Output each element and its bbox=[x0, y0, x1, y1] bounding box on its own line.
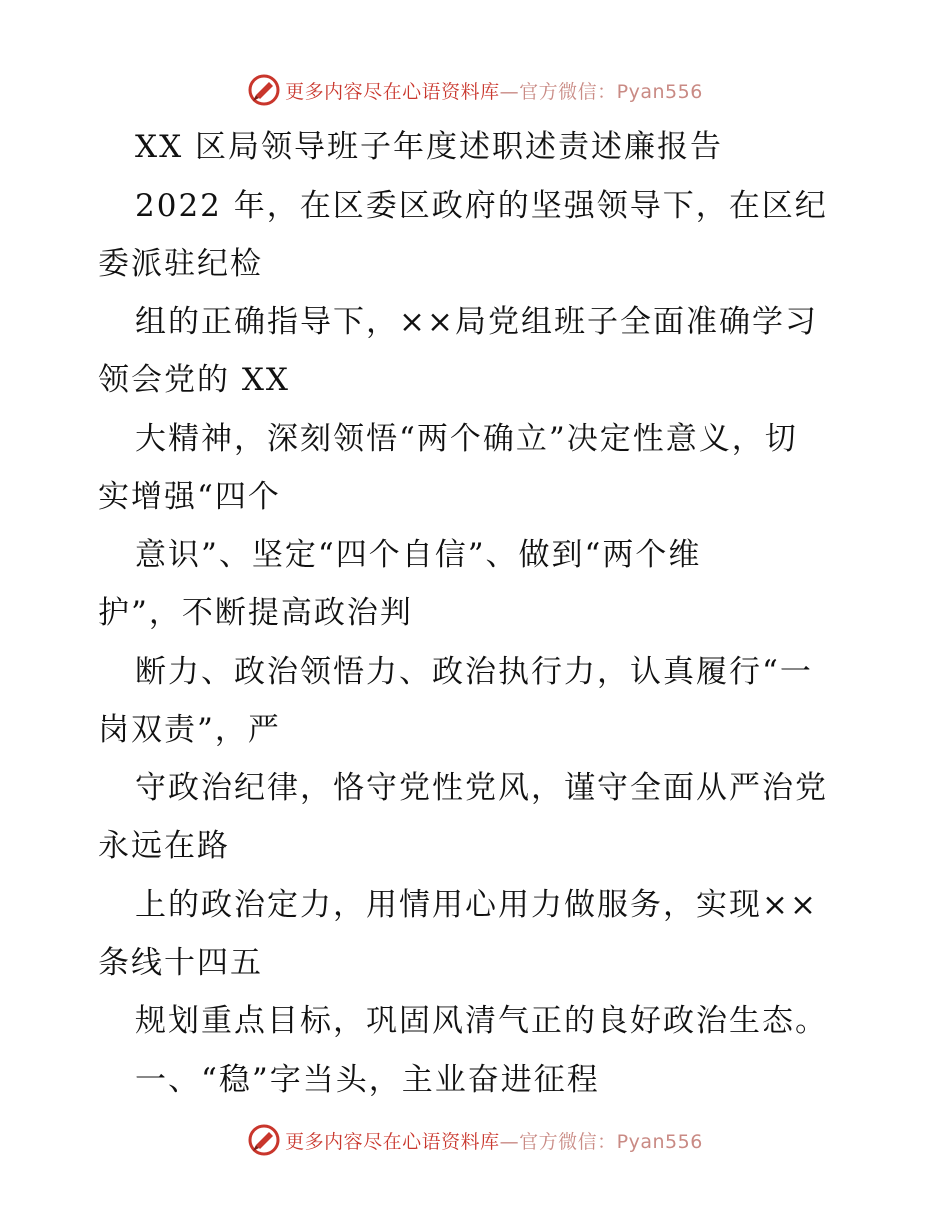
brand-logo-icon bbox=[247, 1123, 281, 1157]
header-banner-text bbox=[285, 77, 703, 104]
document-line: 实增强“四个 bbox=[98, 479, 281, 515]
footer-banner bbox=[0, 1120, 950, 1160]
header-banner bbox=[0, 70, 950, 110]
document-line: 组的正确指导下，××局党组班子全面准确学习 bbox=[135, 304, 818, 340]
document-line: 上的政治定力，用情用心用力做服务，实现×× bbox=[135, 887, 818, 923]
document-line: 永远在路 bbox=[98, 828, 230, 864]
document-line: 岗双责”，严 bbox=[98, 712, 281, 748]
document-line: 大精神，深刻领悟“两个确立”决定性意义，切 bbox=[135, 421, 798, 457]
header-banner-suffix: —官方微信：Pyan556 bbox=[499, 80, 703, 103]
footer-banner-main: 更多内容尽在心语资料库 bbox=[285, 1130, 500, 1153]
document-line: 护”，不断提高政治判 bbox=[98, 595, 413, 631]
document-line: 守政治纪律，恪守党性党风，谨守全面从严治党 bbox=[135, 770, 828, 806]
footer-banner-suffix: —官方微信：Pyan556 bbox=[499, 1130, 703, 1153]
header-banner-main: 更多内容尽在心语资料库 bbox=[285, 80, 500, 103]
document-title: XX 区局领导班子年度述职述责述廉报告 bbox=[135, 129, 723, 165]
document-line: 条线十四五 bbox=[98, 945, 263, 981]
section-heading: 一、“稳”字当头，主业奋进征程 bbox=[135, 1062, 600, 1098]
document-line: 意识”、坚定“四个自信”、做到“两个维 bbox=[135, 537, 702, 573]
document-line: 委派驻纪检 bbox=[98, 246, 263, 282]
document-line: 断力、政治领悟力、政治执行力，认真履行“一 bbox=[135, 654, 813, 690]
footer-banner-text bbox=[285, 1127, 703, 1154]
brand-logo-icon bbox=[247, 73, 281, 107]
document-line: 领会党的 XX bbox=[98, 362, 290, 398]
document-line: 规划重点目标，巩固风清气正的良好政治生态。 bbox=[135, 1003, 828, 1039]
document-line: 2022 年，在区委区政府的坚强领导下，在区纪 bbox=[135, 188, 828, 224]
